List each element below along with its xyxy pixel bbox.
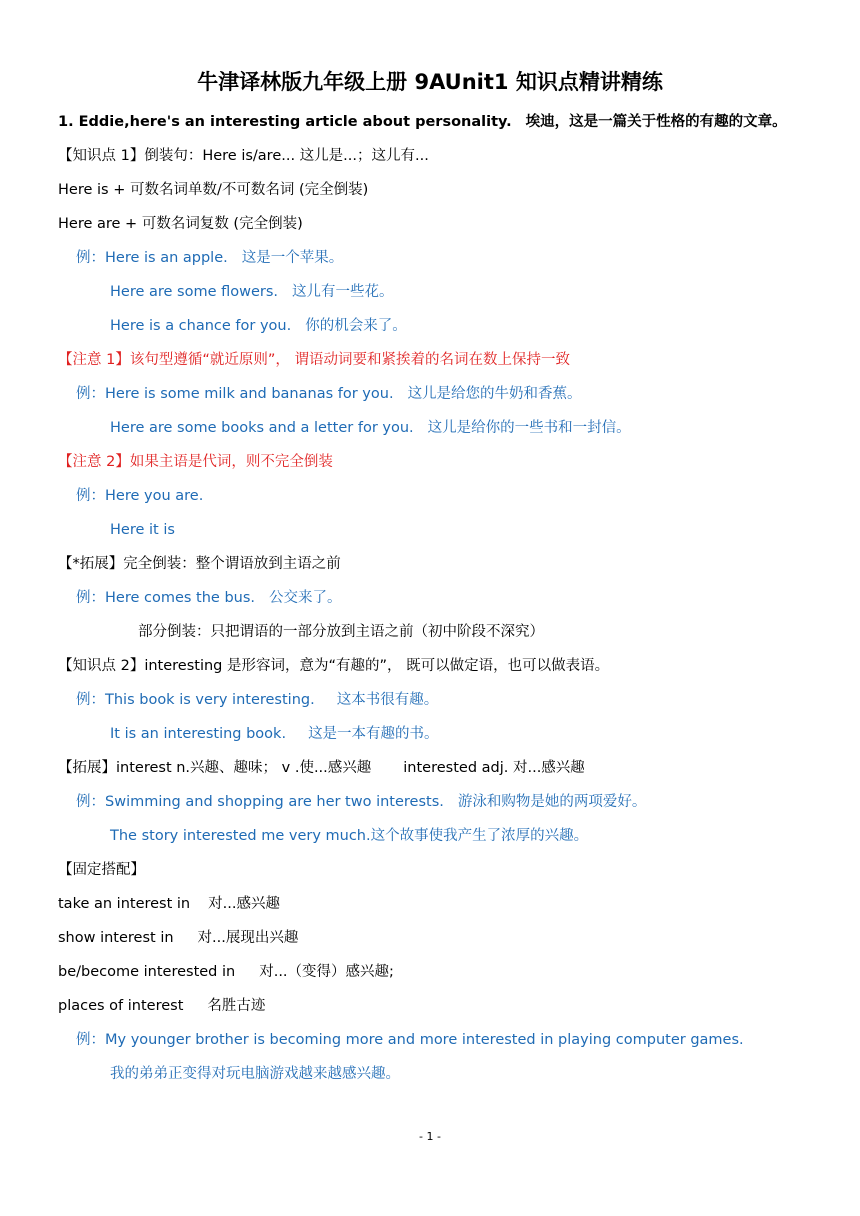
- example-english: It is an interesting book.: [110, 726, 287, 742]
- extension-1-heading: 【*拓展】完全倒装：整个谓语放到主语之前: [58, 556, 341, 572]
- ext2-example-1: [76, 792, 646, 812]
- example-label: 例：: [76, 250, 105, 266]
- collocation-item: [58, 962, 394, 982]
- example-label: 例：: [76, 794, 105, 810]
- collocation-english: take an interest in: [58, 896, 191, 912]
- example-chinese: 这儿有一些花。: [292, 284, 394, 300]
- example-chinese: 这是一个苹果。: [241, 250, 344, 266]
- example-english: Here are some books and a letter for you.: [110, 420, 414, 436]
- note-1-heading: 【注意 1】该句型遵循“就近原则”， 谓语动词要和紧挨着的名词在数上保持一致: [58, 352, 570, 368]
- example-english: My younger brother is becoming more and more interested in playing computer games.: [105, 1032, 744, 1048]
- ext2-example-2: [110, 826, 588, 846]
- example-english: The story interested me very much.: [110, 828, 371, 844]
- note1-example-1: [76, 384, 582, 404]
- fixed-example-english-line: [76, 1030, 744, 1050]
- collocation-english: places of interest: [58, 998, 184, 1014]
- kp1-example-2: [110, 282, 394, 302]
- kp1-example-1: [76, 248, 343, 268]
- example-chinese: 公交来了。: [269, 590, 342, 606]
- fixed-collocation-heading: 【固定搭配】: [58, 862, 145, 878]
- question-1-chinese: 埃迪，这是一篇关于性格的有趣的文章。: [525, 114, 787, 130]
- note1-example-2: [110, 418, 631, 438]
- example-chinese: 你的机会来了。: [305, 318, 407, 334]
- partial-inversion-note: 部分倒装：只把谓语的一部分放到主语之前（初中阶段不深究）: [138, 624, 544, 640]
- page-title: 牛津译林版九年级上册 9AUnit1 知识点精讲精练: [197, 70, 663, 94]
- collocation-chinese: 名胜古迹: [207, 998, 266, 1014]
- collocation-item: [58, 928, 298, 948]
- note-2-heading: 【注意 2】如果主语是代词，则不完全倒装: [58, 454, 333, 470]
- example-chinese: 这个故事使我产生了浓厚的兴趣。: [370, 828, 589, 844]
- example-label: 例：: [76, 590, 105, 606]
- note2-example-2: Here it is: [110, 522, 175, 538]
- example-label: 例：: [76, 386, 105, 402]
- kp1-rule-2: Here are + 可数名词复数 (完全倒装): [58, 216, 303, 232]
- ext1-example-1: [76, 588, 342, 608]
- extension-2-interested: interested adj. 对...感兴趣: [403, 760, 585, 776]
- knowledge-point-2-heading: 【知识点 2】interesting 是形容词，意为“有趣的”， 既可以做定语，也可以做表语。: [58, 658, 610, 674]
- example-chinese: 这儿是给您的牛奶和香蕉。: [407, 386, 582, 402]
- example-english: Here is an apple.: [105, 250, 228, 266]
- example-label: 例：: [76, 488, 105, 504]
- example-chinese: 这儿是给你的一些书和一封信。: [427, 420, 631, 436]
- example-english: Swimming and shopping are her two interests.: [105, 794, 444, 810]
- note2-example-1: [76, 486, 203, 506]
- example-english: Here is some milk and bananas for you.: [105, 386, 394, 402]
- collocation-item: [58, 894, 280, 914]
- collocation-chinese: 对...展现出兴趣: [197, 930, 299, 946]
- collocation-english: show interest in: [58, 930, 174, 946]
- kp2-example-1: [76, 690, 438, 710]
- example-english: Here you are.: [105, 488, 204, 504]
- collocation-chinese: 对...（变得）感兴趣;: [259, 964, 394, 980]
- knowledge-point-1-heading: 【知识点 1】倒装句：Here is/are... 这儿是...；这儿有...: [58, 148, 429, 164]
- example-chinese: 游泳和购物是她的两项爱好。: [457, 794, 647, 810]
- example-english: Here comes the bus.: [105, 590, 256, 606]
- collocation-item: [58, 996, 265, 1016]
- example-chinese: 这本书很有趣。: [336, 692, 439, 708]
- extension-2-heading: [58, 758, 585, 778]
- example-label: 例：: [76, 692, 105, 708]
- example-english: Here is a chance for you.: [110, 318, 292, 334]
- example-english: Here are some flowers.: [110, 284, 279, 300]
- example-label: 例：: [76, 1032, 105, 1048]
- kp1-rule-1: Here is + 可数名词单数/不可数名词 (完全倒装): [58, 182, 369, 198]
- example-chinese: 这是一本有趣的书。: [308, 726, 439, 742]
- collocation-chinese: 对...感兴趣: [208, 896, 280, 912]
- question-1: [58, 112, 787, 132]
- kp1-example-3: [110, 316, 407, 336]
- page-number: - 1 -: [419, 1130, 441, 1143]
- extension-2-interest: 【拓展】interest n.兴趣、趣味； v .使...感兴趣: [58, 760, 372, 776]
- fixed-example-chinese-line: 我的弟弟正变得对玩电脑游戏越来越感兴趣。: [110, 1066, 400, 1082]
- collocation-english: be/become interested in: [58, 964, 236, 980]
- question-1-english: 1. Eddie,here's an interesting article about personality.: [58, 114, 512, 130]
- kp2-example-2: [110, 724, 439, 744]
- example-english: This book is very interesting.: [105, 692, 315, 708]
